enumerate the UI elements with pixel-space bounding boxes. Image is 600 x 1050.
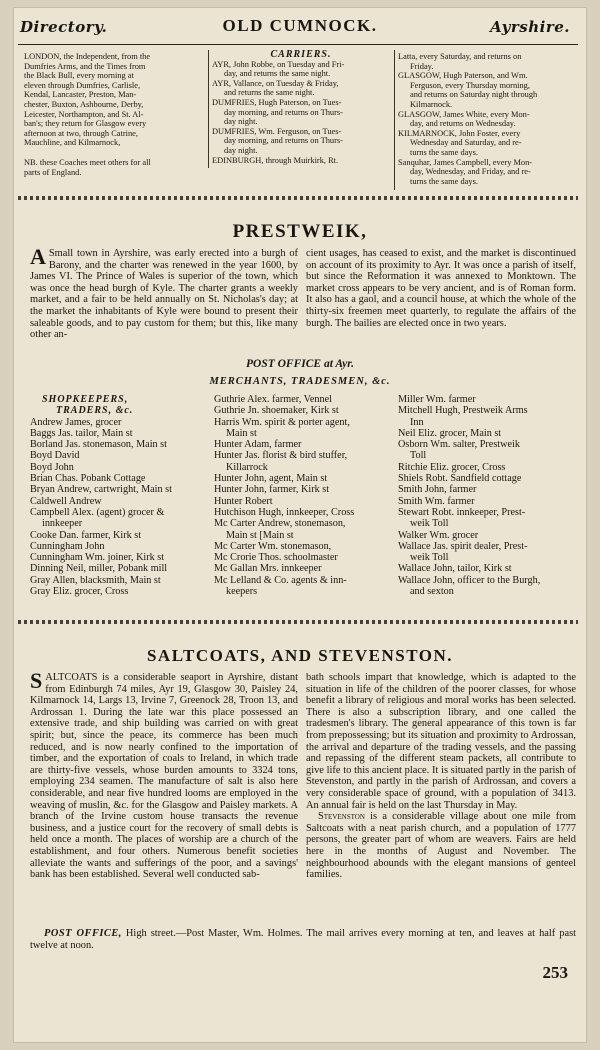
carriers-section [212, 50, 390, 165]
list-item: Mc Gallan Mrs. innkeeper [214, 563, 322, 575]
list-item: Sanquhar, James Campbell, every Mon- [398, 157, 533, 167]
post-office-text: High street.—Post Master, Wm. Holmes. The mail arrives every morning at ten, and leaves at half past twelve at noon. [30, 928, 576, 951]
list-item: Friday. [410, 61, 434, 71]
list-item: Ritchie Eliz. grocer, Cross [398, 461, 506, 473]
list-item: Wallace John, tailor, Kirk st [398, 563, 512, 575]
list-item: Hunter Jas. florist & bird stuffer, [214, 450, 348, 462]
page [14, 8, 586, 1042]
list-item: NB. these Coaches meet others for all [24, 157, 151, 167]
coaches-note [24, 158, 204, 177]
carriers-continued [398, 52, 576, 186]
list-item: Smith John, farmer [398, 484, 477, 496]
list-item: eleven through Dumfries, Carlisle, [24, 80, 141, 90]
list-item: DUMFRIES, Wm. Ferguson, on Tues- [212, 126, 342, 136]
list-item: GLASGOW, James White, every Mon- [398, 109, 530, 119]
list-item: day, Wednesday, and Friday, and re- [410, 167, 531, 177]
directory-col2 [214, 394, 394, 597]
list-item: Kilmarnock. [410, 99, 453, 109]
directory-col1 [30, 394, 210, 597]
list-item: Shiels Robt. Sandfield cottage [398, 473, 522, 485]
list-item: keepers [226, 586, 258, 598]
prestweik-title: PRESTWEIK, [232, 221, 368, 242]
list-item: KILMARNOCK, John Foster, every [398, 128, 521, 138]
prestweik-col2 [306, 248, 576, 329]
header-right: Ayrshire. [490, 18, 570, 36]
list-item: Main st [226, 427, 257, 439]
list-item: Latta, every Saturday, and returns on [398, 52, 522, 61]
list-item: and returns the same night. [224, 88, 315, 98]
list-item: GLASGOW, Hugh Paterson, and Wm. [398, 71, 528, 81]
list-item: Campbell Alex. (agent) grocer & [30, 506, 165, 518]
list-item: weik Toll [410, 552, 449, 564]
merchants-heading: MERCHANTS, TRADESMEN, &c. [209, 376, 391, 387]
list-item: day night. [224, 117, 258, 127]
drop-cap: A [30, 244, 46, 269]
column-divider [208, 50, 209, 168]
list-item: Toll [410, 450, 427, 462]
drop-cap: S [30, 668, 43, 693]
directory-list-3 [398, 394, 578, 597]
traders-heading: TRADERS, &c. [56, 405, 134, 417]
list-item: Osborn Wm. salter, Prestweik [398, 439, 520, 451]
list-item: Gray Eliz. grocer, Cross [30, 586, 129, 598]
list-item: day morning, and returns on Thurs- [224, 136, 343, 146]
header-title: OLD CUMNOCK. [222, 16, 378, 35]
list-item: Kendal, Lancaster, Preston, Man- [24, 90, 137, 100]
list-item: Baggs Jas. tailor, Main st [30, 427, 133, 439]
shopkeepers-heading: SHOPKEEPERS, [42, 394, 129, 405]
list-item: Walker Wm. grocer [398, 529, 479, 541]
header-left: Directory. [20, 18, 108, 36]
list-item: innkeeper [42, 518, 83, 530]
carriers-text [212, 60, 390, 166]
list-item: day, and returns the same night. [224, 69, 331, 79]
directory-col3 [398, 394, 578, 597]
list-item: Hunter John, agent, Main st [214, 473, 328, 485]
section-rule [18, 620, 578, 624]
list-item: Leicester, Northampton, and St. Al- [24, 109, 144, 119]
saltcoats-text-2: bath schools impart that knowledge, which is adapted to the situation in life of the children of the poorer classes, for whose benefit a library of religious and moral works has been selected. There is also a subscription library, and one called the tradesmen's library. The general appearance of this town is far from prepossessing; but its situation and proximity to Ardrossan, the arrival and departure of the trading vessels, and the passing and repassing of the different steam packets, all contribute to give life to this ancient place. It is situated partly in the parish of Stevenston, and partly in the parish of Ardrossan, and covers a very considerable space of ground, with a population of 3413. An annual fair is held on the last Thursday in May. [306, 672, 576, 811]
stevenston-lead: Stevenston [318, 811, 365, 823]
list-item: and returns on Saturday night through [410, 90, 538, 100]
list-item: DUMFRIES, Hugh Paterson, on Tues- [212, 97, 342, 107]
coaches-section [24, 52, 204, 177]
list-item: Boyd David [30, 450, 80, 462]
list-item: Dumfries Arms, and the Times from [24, 61, 146, 71]
list-item: Miller Wm. farmer [398, 394, 476, 405]
list-item: chester, Buxton, Ashbourne, Derby, [24, 99, 144, 109]
stevenston-text: is a considerable village about one mile from Saltcoats with a neat parish church, and a population of 1777 persons, the greater part of whom are weavers. Fairs are held here in the months of August and November. The neighbourhood abounds with the elegant mansions of genteel families. [306, 811, 576, 881]
coaches-text [24, 52, 204, 148]
list-item: Boyd John [30, 461, 74, 473]
list-item: AYR, John Robbe, on Tuesday and Fri- [212, 59, 345, 69]
list-item: Wednesday and Saturday, and re- [410, 138, 522, 148]
page-number: 253 [542, 963, 568, 982]
prestweik-text-1: Small town in Ayrshire, was early erected into a burgh of Barony, and the charter was renewed in the year 1600, by James VI. The Prince of Wales is superior of the town, which was once the head burgh of Kyle. The charter grants a weekly market, and a fair to be held annually on St. Nicholas's day; at the market the inhabitants of Kyle were bound to present their saleable goods, and to pay custom for them; but this, like many other an- [30, 248, 298, 341]
list-item: Wallace John, officer to the Burgh, [398, 574, 541, 586]
list-item: ban's; they return for Glasgow every [24, 119, 147, 129]
list-item: Ferguson, every Thursday morning, [410, 80, 530, 90]
list-item: Smith Wm. farmer [398, 495, 475, 507]
list-item: Neil Eliz. grocer, Main st [398, 427, 502, 439]
list-item: weik Toll [410, 518, 449, 530]
list-item: Wallace Jas. spirit dealer, Prest- [398, 540, 528, 552]
list-item: Borland Jas. stonemason, Main st [30, 439, 167, 451]
prestweik-post-office: POST OFFICE at Ayr. [246, 358, 354, 370]
directory-list-1 [30, 417, 210, 598]
saltcoats-text-1: ALTCOATS is a considerable seaport in Ayrshire, distant from Edinburgh 74 miles, Ayr 19, Glasgow 30, Paisley 24, Kilmarnock 14, Largs 13, Irvine 7, Greenock 28, Troon 13, and Ardrossan 1. During the late war this place possessed an extensive trade, and ship building was carried on with great spirit; but, since the peace, its commerce has been much reduced, and is now nearly confined to the importation of timber, and the exportation of coals to Ireland, in which trade are thirty-five vessels, whose burden amounts to 3324 tons, employing 234 seamen. The manufacture of salt is also here considerable, and near five hundred looms are employed in the weaving of muslin, &c. for the Glasgow and Paisley markets. A branch of the Irvine custom house transacts the revenue business, and a justice court for the recovery of small debts is held once a month. The places of worship are a church of the establishment, and four others. Numerous benefit societies alleviate the wants and sufferings of the poor, and a savings' bank has been established. Several well conducted sab- [30, 672, 298, 881]
list-item: Guthrie Jn. shoemaker, Kirk st [214, 405, 339, 417]
list-item: day night. [224, 145, 258, 155]
list-item: Hutchison Hugh, innkeeper, Cross [214, 506, 355, 518]
list-item: Inn [410, 416, 424, 428]
saltcoats-title: SALTCOATS, AND STEVENSTON. [146, 646, 454, 665]
list-item: Hunter John, farmer, Kirk st [214, 484, 330, 496]
running-header [14, 12, 586, 42]
column-divider [394, 50, 395, 190]
list-item: Harris Wm. spirit & porter agent, [214, 416, 350, 428]
list-item: Killarrock [226, 461, 268, 473]
list-item: Guthrie Alex. farmer, Vennel [214, 394, 332, 405]
list-item: Brian Chas. Pobank Cottage [30, 473, 146, 485]
list-item: turns the same days. [410, 147, 478, 157]
list-item: AYR, Vallance, on Tuesday & Friday, [212, 78, 339, 88]
list-item: afternoon at two, through Catrine, [24, 128, 138, 138]
list-item: Cooke Dan. farmer, Kirk st [30, 529, 142, 541]
list-item: Cunningham Wm. joiner, Kirk st [30, 552, 165, 564]
list-item: Dinning Neil, miller, Pobank mill [30, 563, 168, 575]
carriers-heading: CARRIERS. [270, 49, 332, 60]
list-item: turns the same days. [410, 176, 478, 186]
list-item: Mc Crorie Thos. schoolmaster [214, 552, 338, 564]
header-rule [18, 44, 578, 45]
list-item: day, and returns on Wednesday. [410, 119, 516, 129]
post-office-lead: POST OFFICE, [44, 928, 122, 939]
list-item: Cunningham John [30, 540, 105, 552]
list-item: Mauchline, and Kilmarnock, [24, 138, 121, 148]
list-item: Stewart Robt. innkeeper, Prest- [398, 506, 526, 518]
saltcoats-col1 [30, 668, 298, 881]
list-item: Mc Carter Wm. stonemason, [214, 540, 332, 552]
list-item: Caldwell Andrew [30, 495, 102, 507]
list-item: Hunter Robert [214, 495, 273, 507]
list-item: day morning, and returns on Thurs- [224, 107, 343, 117]
carriers-text-2 [398, 52, 576, 186]
list-item: Gray Allen, blacksmith, Main st [30, 574, 161, 586]
list-item: Andrew James, grocer [30, 416, 122, 428]
list-item: EDINBURGH, through Muirkirk, Rt. [212, 155, 339, 165]
list-item: the Black Bull, every morning at [24, 71, 134, 81]
list-item: LONDON, the Independent, from the [24, 52, 151, 61]
list-item: parts of England. [24, 167, 82, 177]
list-item: Bryan Andrew, cartwright, Main st [30, 484, 172, 496]
list-item: Mc Lelland & Co. agents & inn- [214, 574, 347, 586]
prestweik-col1 [30, 244, 298, 341]
list-item: Hunter Adam, farmer [214, 439, 302, 451]
list-item: and sexton [410, 586, 454, 598]
directory-list-2 [214, 394, 394, 597]
prestweik-text-2: cient usages, has ceased to exist, and the market is discontinued on account of its proximity to Ayr. It was once a parish of itself, but since the Reformation it was annexed to Monktown. The market cross appears to be very ancient, and is of Roman form. It also has a gaol, and a council house, at which the whole of the thirty-six freemen meet quarterly, to regulate the affairs of the burgh. The bailies are elected once in two years. [306, 248, 576, 329]
list-item: Mc Carter Andrew, stonemason, [214, 518, 346, 530]
saltcoats-post-office [30, 928, 576, 951]
section-rule [18, 196, 578, 200]
saltcoats-col2 [306, 672, 576, 881]
list-item: Main st [Main st [226, 529, 294, 541]
list-item: Mitchell Hugh, Prestweik Arms [398, 405, 528, 417]
